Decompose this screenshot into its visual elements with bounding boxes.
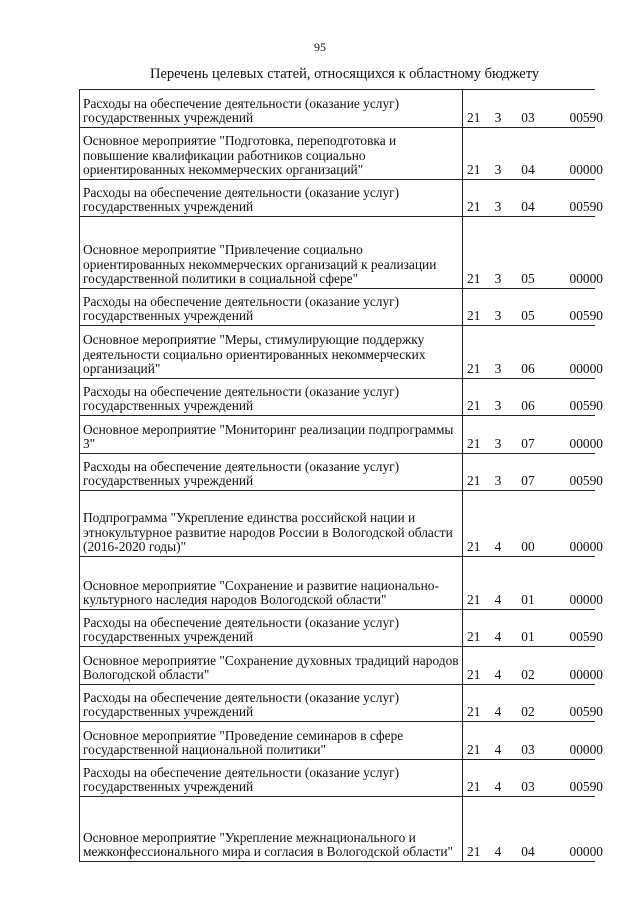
event-code: 05 xyxy=(521,271,535,287)
subprogram-code: 3 xyxy=(494,398,502,414)
table-row xyxy=(80,217,596,289)
subprogram-code: 3 xyxy=(494,361,502,377)
article-code xyxy=(463,647,603,685)
article-description: Расходы на обеспечение деятельности (оказание услуг) государственных учреждений xyxy=(80,454,463,491)
direction-code: 00000 xyxy=(569,162,603,178)
direction-code: 00590 xyxy=(569,779,603,795)
article-description: Основное мероприятие "Привлечение социально ориентированных некоммерческих организаций к реализации государственной политики в социальной сфере" xyxy=(80,217,463,289)
table-row xyxy=(80,454,596,491)
article-description: Расходы на обеспечение деятельности (оказание услуг) государственных учреждений xyxy=(80,90,463,128)
article-description: Расходы на обеспечение деятельности (оказание услуг) государственных учреждений xyxy=(80,760,463,797)
subprogram-code: 4 xyxy=(494,844,502,860)
article-code xyxy=(463,722,603,760)
direction-code: 00590 xyxy=(569,398,603,414)
table-row xyxy=(80,180,596,217)
article-description: Расходы на обеспечение деятельности (оказание услуг) государственных учреждений xyxy=(80,180,463,217)
event-code: 06 xyxy=(521,361,535,377)
event-code: 03 xyxy=(521,742,535,758)
subprogram-code: 4 xyxy=(494,779,502,795)
table-row xyxy=(80,722,596,760)
subprogram-code: 4 xyxy=(494,592,502,608)
program-code: 21 xyxy=(467,667,481,683)
direction-code: 00590 xyxy=(569,308,603,324)
article-code xyxy=(463,685,603,722)
article-code xyxy=(463,326,603,379)
table-row xyxy=(80,685,596,722)
event-code: 04 xyxy=(521,844,535,860)
article-description: Основное мероприятие "Подготовка, переподготовка и повышение квалификации работников социально ориентированных некоммерческих организаций" xyxy=(80,128,463,180)
subprogram-code: 3 xyxy=(494,473,502,489)
program-code: 21 xyxy=(467,844,481,860)
target-articles-table xyxy=(79,89,603,862)
event-code: 03 xyxy=(521,779,535,795)
program-code: 21 xyxy=(467,436,481,452)
article-description: Расходы на обеспечение деятельности (оказание услуг) государственных учреждений xyxy=(80,379,463,416)
table-row xyxy=(80,797,596,862)
direction-code: 00590 xyxy=(569,110,603,126)
direction-code: 00000 xyxy=(569,742,603,758)
subprogram-code: 4 xyxy=(494,667,502,683)
article-description: Основное мероприятие "Сохранение и развитие национально-культурного наследия народов Вологодской области" xyxy=(80,557,463,610)
article-description: Расходы на обеспечение деятельности (оказание услуг) государственных учреждений xyxy=(80,685,463,722)
table-row xyxy=(80,416,596,454)
document-title: Перечень целевых статей, относящихся к областному бюджету xyxy=(150,66,540,82)
page-number: 95 xyxy=(314,40,326,54)
article-description: Расходы на обеспечение деятельности (оказание услуг) государственных учреждений xyxy=(80,289,463,326)
program-code: 21 xyxy=(467,742,481,758)
event-code: 06 xyxy=(521,398,535,414)
program-code: 21 xyxy=(467,199,481,215)
article-code xyxy=(463,217,603,289)
event-code: 02 xyxy=(521,667,535,683)
subprogram-code: 3 xyxy=(494,162,502,178)
subprogram-code: 3 xyxy=(494,110,502,126)
article-code xyxy=(463,180,603,217)
table-body xyxy=(80,90,603,862)
program-code: 21 xyxy=(467,110,481,126)
table-row xyxy=(80,610,596,647)
table-row xyxy=(80,557,596,610)
subprogram-code: 3 xyxy=(494,308,502,324)
article-description: Подпрограмма "Укрепление единства российской нации и этнокультурное развитие народов России в Вологодской области (2016-2020 годы)" xyxy=(80,491,463,557)
article-description: Основное мероприятие "Сохранение духовных традиций народов Вологодской области" xyxy=(80,647,463,685)
event-code: 07 xyxy=(521,473,535,489)
event-code: 01 xyxy=(521,629,535,645)
direction-code: 00000 xyxy=(569,592,603,608)
program-code: 21 xyxy=(467,162,481,178)
direction-code: 00590 xyxy=(569,704,603,720)
table-row xyxy=(80,289,596,326)
program-code: 21 xyxy=(467,539,481,555)
event-code: 03 xyxy=(521,110,535,126)
event-code: 00 xyxy=(521,539,535,555)
program-code: 21 xyxy=(467,629,481,645)
table-row xyxy=(80,647,596,685)
program-code: 21 xyxy=(467,473,481,489)
direction-code: 00000 xyxy=(569,844,603,860)
program-code: 21 xyxy=(467,592,481,608)
article-code xyxy=(463,416,603,454)
article-description: Расходы на обеспечение деятельности (оказание услуг) государственных учреждений xyxy=(80,610,463,647)
direction-code: 00000 xyxy=(569,667,603,683)
event-code: 02 xyxy=(521,704,535,720)
event-code: 04 xyxy=(521,199,535,215)
table-row xyxy=(80,491,596,557)
direction-code: 00000 xyxy=(569,436,603,452)
event-code: 07 xyxy=(521,436,535,452)
subprogram-code: 3 xyxy=(494,199,502,215)
direction-code: 00590 xyxy=(569,473,603,489)
program-code: 21 xyxy=(467,361,481,377)
subprogram-code: 4 xyxy=(494,539,502,555)
article-code xyxy=(463,379,603,416)
program-code: 21 xyxy=(467,704,481,720)
direction-code: 00590 xyxy=(569,199,603,215)
subprogram-code: 3 xyxy=(494,436,502,452)
article-code xyxy=(463,797,603,862)
article-description: Основное мероприятие "Укрепление межнационального и межконфессионального мира и согласия в Вологодской области" xyxy=(80,797,463,862)
article-code xyxy=(463,90,603,128)
article-description: Основное мероприятие "Проведение семинаров в сфере государственной национальной политики" xyxy=(80,722,463,760)
table-row xyxy=(80,760,596,797)
program-code: 21 xyxy=(467,308,481,324)
article-description: Основное мероприятие "Меры, стимулирующие поддержку деятельности социально ориентированных некоммерческих организаций" xyxy=(80,326,463,379)
subprogram-code: 3 xyxy=(494,271,502,287)
program-code: 21 xyxy=(467,398,481,414)
table-row xyxy=(80,90,596,128)
event-code: 05 xyxy=(521,308,535,324)
article-code xyxy=(463,610,603,647)
article-code xyxy=(463,454,603,491)
subprogram-code: 4 xyxy=(494,629,502,645)
event-code: 01 xyxy=(521,592,535,608)
article-code xyxy=(463,557,603,610)
subprogram-code: 4 xyxy=(494,704,502,720)
table-row xyxy=(80,326,596,379)
direction-code: 00000 xyxy=(569,539,603,555)
table-row xyxy=(80,128,596,180)
article-code xyxy=(463,289,603,326)
article-description: Основное мероприятие "Мониторинг реализации подпрограммы 3" xyxy=(80,416,463,454)
subprogram-code: 4 xyxy=(494,742,502,758)
table-row xyxy=(80,379,596,416)
program-code: 21 xyxy=(467,779,481,795)
direction-code: 00000 xyxy=(569,361,603,377)
event-code: 04 xyxy=(521,162,535,178)
article-code xyxy=(463,760,603,797)
article-code xyxy=(463,491,603,557)
direction-code: 00000 xyxy=(569,271,603,287)
program-code: 21 xyxy=(467,271,481,287)
direction-code: 00590 xyxy=(569,629,603,645)
article-code xyxy=(463,128,603,180)
